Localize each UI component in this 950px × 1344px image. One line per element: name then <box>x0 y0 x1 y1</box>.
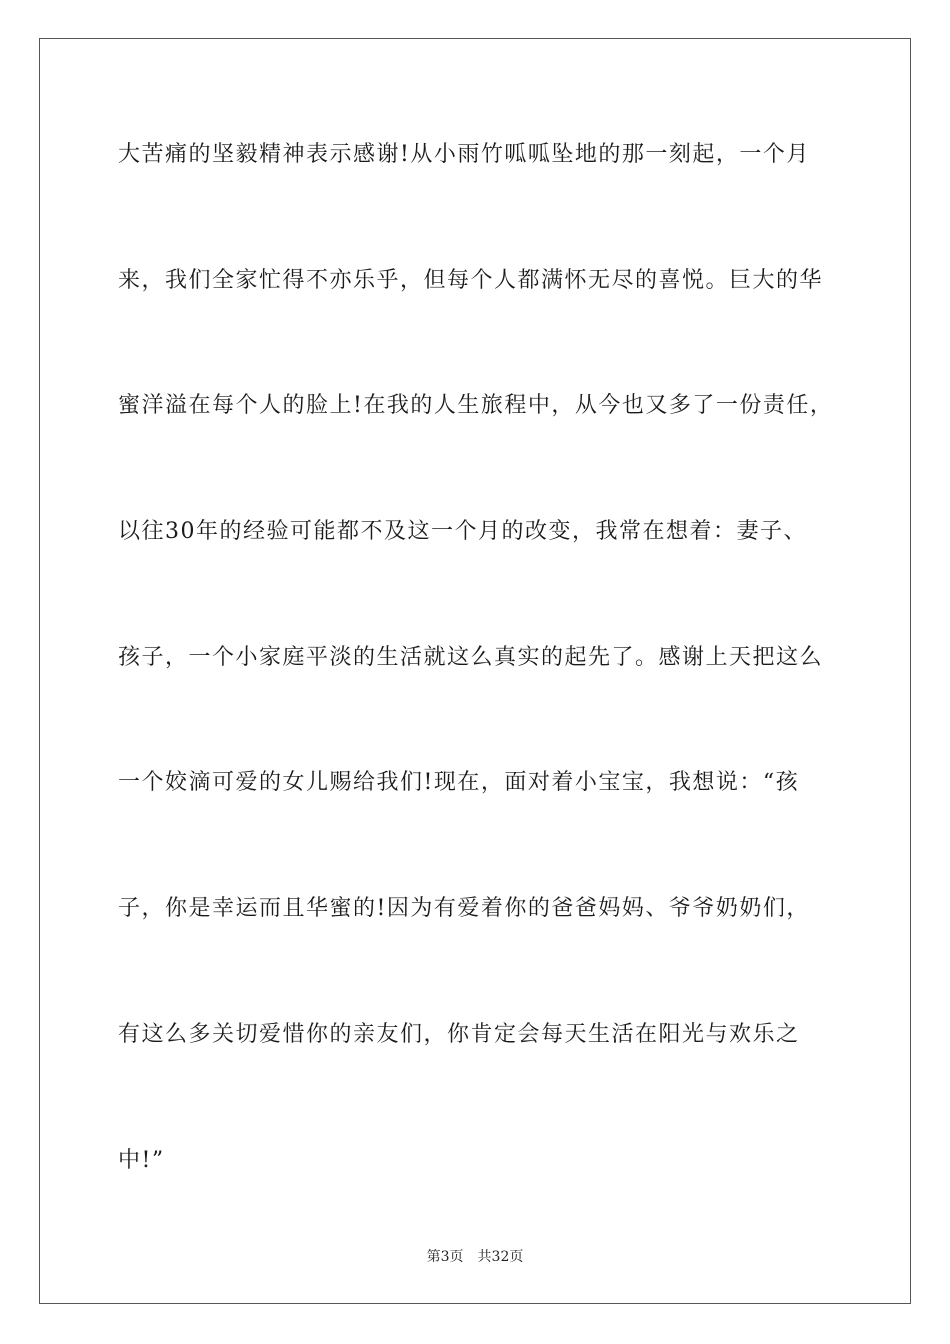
page-total: 共32页 <box>477 1249 524 1265</box>
text-line: 来，我们全家忙得不亦乐乎，但每个人都满怀无尽的喜悦。巨大的华 <box>118 267 824 293</box>
text-line: 一个姣滴可爱的女儿赐给我们!现在，面对着小宝宝，我想说：“孩 <box>118 770 800 796</box>
text-line: 子，你是幸运而且华蜜的!因为有爱着你的爸爸妈妈、爷爷奶奶们， <box>118 896 810 922</box>
text-line: 蜜洋溢在每个人的脸上!在我的人生旅程中，从今也又多了一份责任， <box>118 393 834 419</box>
text-line: 有这么多关切爱惜你的亲友们，你肯定会每天生活在阳光与欢乐之 <box>118 1021 800 1047</box>
text-line: 中!” <box>118 1147 165 1173</box>
text-line: 以往30年的经验可能都不及这一个月的改变，我常在想着：妻子、 <box>118 519 807 545</box>
page-footer <box>0 1247 950 1267</box>
page-number: 第3页 <box>426 1249 464 1265</box>
text-line: 大苦痛的坚毅精神表示感谢!从小雨竹呱呱坠地的那一刻起，一个月 <box>118 142 810 167</box>
text-line: 孩子，一个小家庭平淡的生活就这么真实的起先了。感谢上天把这么 <box>118 644 824 670</box>
document-body <box>118 125 838 1256</box>
